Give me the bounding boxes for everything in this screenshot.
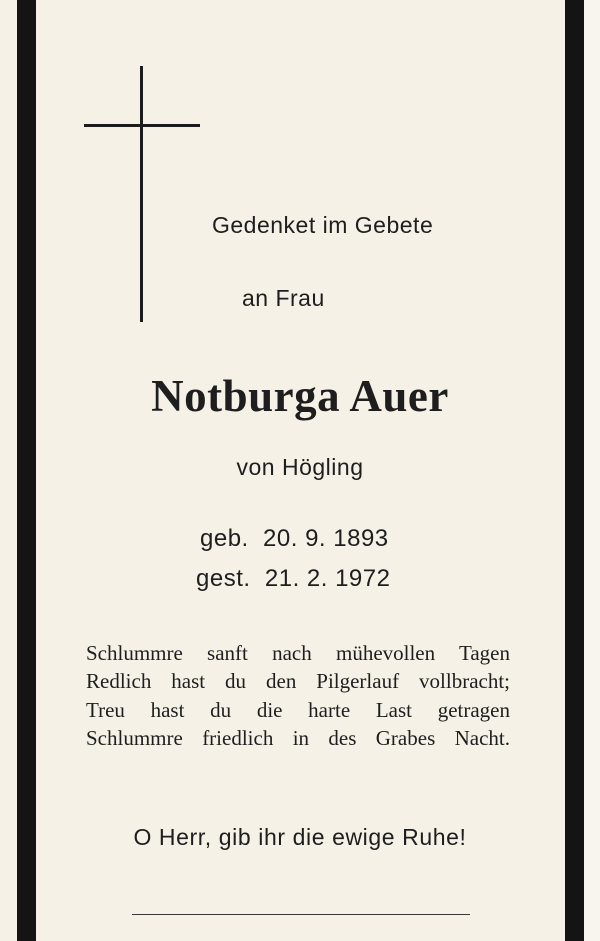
birth-date: geb. 20. 9. 1893 <box>200 525 389 552</box>
death-date: gest. 21. 2. 1972 <box>196 565 391 592</box>
verse-line: Treu hast du die harte Last getragen <box>86 698 510 722</box>
deceased-name: Notburga Auer <box>151 371 449 421</box>
verse-line: Schlummre sanft nach mühevollen Tagen <box>86 641 510 665</box>
origin-text: von Högling <box>236 454 364 480</box>
bottom-divider <box>132 914 470 915</box>
salutation-text: an Frau <box>242 285 325 311</box>
closing-prayer: O Herr, gib ihr die ewige Ruhe! <box>133 824 467 850</box>
intro-text: Gedenket im Gebete <box>212 212 434 238</box>
cross-vertical-bar <box>140 66 143 322</box>
verse-line: Redlich hast du den Pilgerlauf vollbracht; <box>86 669 510 693</box>
verse-line: Schlummre friedlich in des Grabes Nacht. <box>86 726 510 750</box>
cross-horizontal-bar <box>84 124 200 127</box>
